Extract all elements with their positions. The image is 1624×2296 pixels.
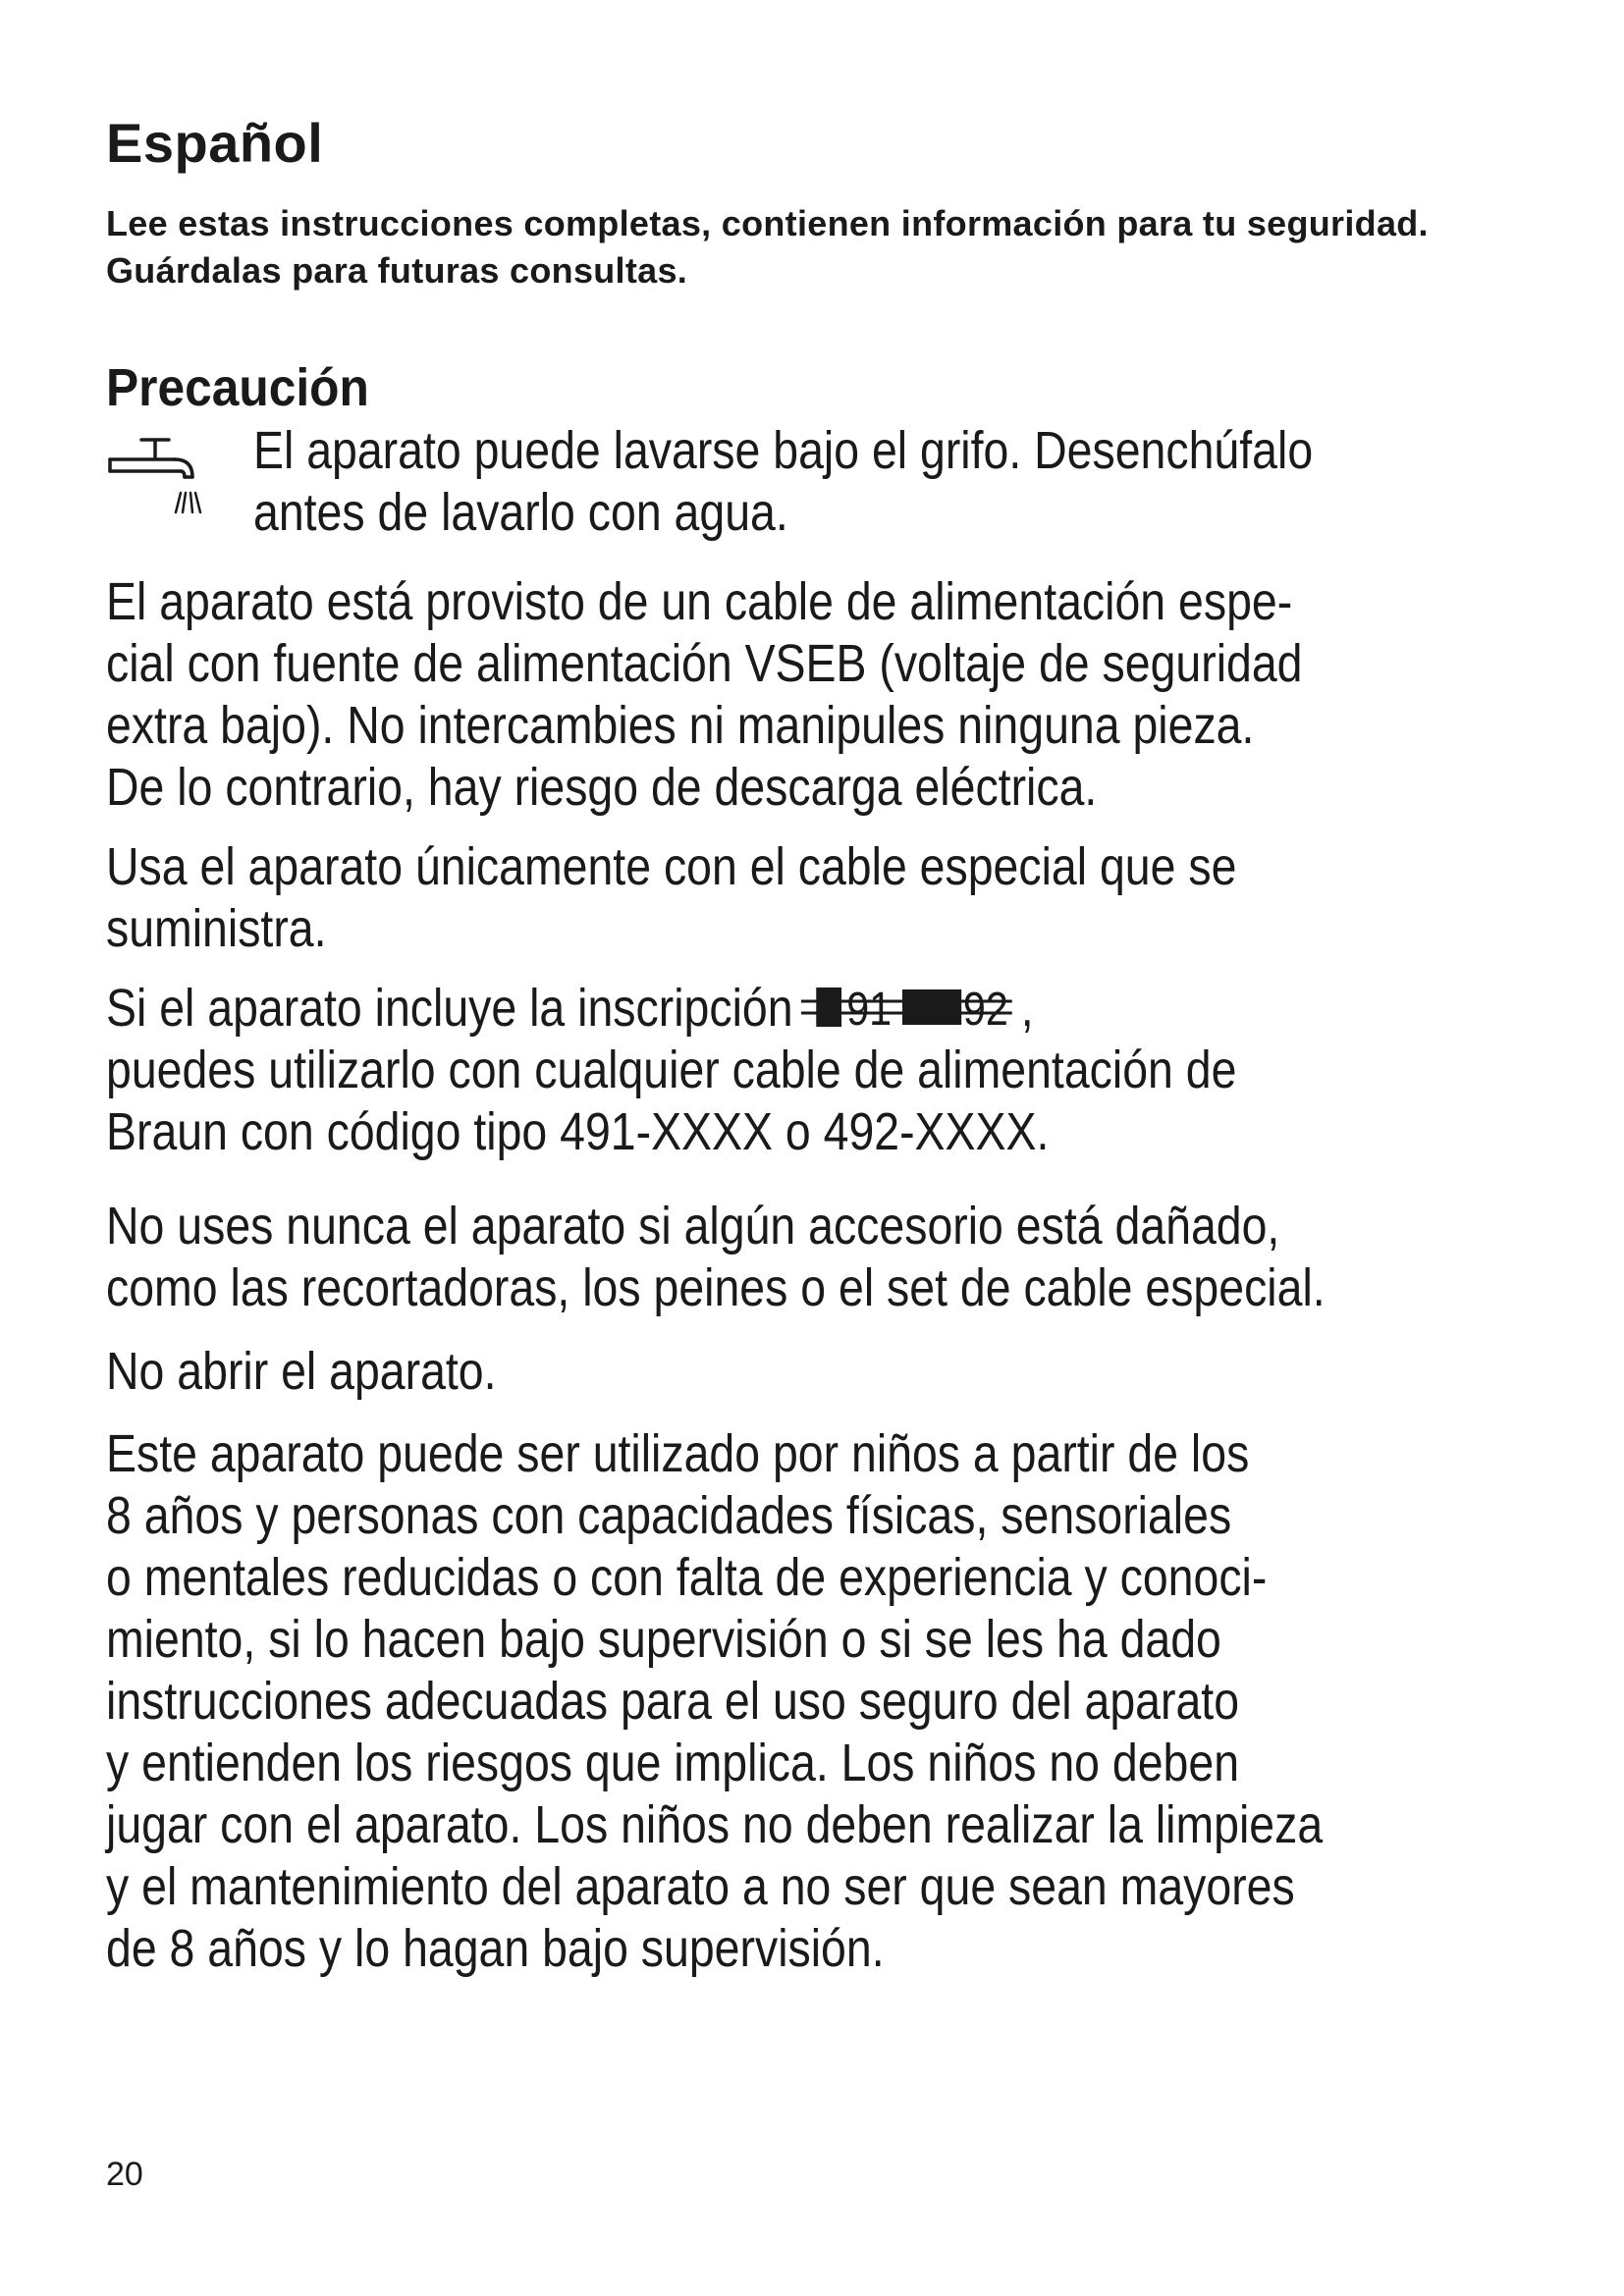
svg-text:92: 92 — [963, 982, 1009, 1035]
inscription-491-492-mark — [801, 980, 1021, 1035]
paragraph-children-usage: Este aparato puede ser utilizado por niños a partir de los 8 años y personas con capacidades físicas, sensoriales o mentales reducidas o con falta de experiencia y conoci- miento, si lo hacen bajo supervisión o si se les ha dado instrucciones adecuadas para el uso seguro del aparato y entienden los riesgos que implica. Los niños no deben jugar con el aparato. Los niños no deben realizar la limpieza y el mantenimiento del aparato a no ser que sean mayores de 8 años y lo hagan bajo supervisión. — [106, 1424, 1324, 1978]
page-number: 20 — [106, 2156, 143, 2193]
section-title: Precaución — [106, 358, 369, 417]
paragraph-power-cable: El aparato está provisto de un cable de alimentación espe- cial con fuente de alimentación VSEB (voltaje de seguridad extra bajo). No intercambies ni manipules ninguna pieza. De lo contrario, hay riesgo de descarga eléctrica. — [106, 572, 1303, 817]
paragraph-inscription — [106, 978, 1624, 1040]
intro-text: Lee estas instrucciones completas, contienen información para tu seguridad. Guárdalas para futuras consultas. — [106, 203, 1429, 291]
inscription-after: , — [1020, 979, 1034, 1038]
paragraph-damaged-accessory: No uses nunca el aparato si algún accesorio está dañado, como las recortadoras, los peines o el set de cable especial. — [106, 1197, 1326, 1317]
language-heading: Español — [106, 112, 324, 174]
paragraph-inscription-text: puedes utilizarlo con cualquier cable de alimentación de Braun con código tipo 491-XXXX o 492-XXXX. — [106, 1041, 1237, 1161]
inscription-intro: Si el aparato incluye la inscripción — [106, 979, 793, 1038]
faucet-water-icon — [106, 432, 224, 530]
faucet-warning-text: El aparato puede lavarse bajo el grifo. Desenchúfalo antes de lavarlo con agua. — [253, 421, 1314, 542]
svg-text:91: 91 — [846, 982, 893, 1035]
paragraph-do-not-open: No abrir el aparato. — [106, 1342, 497, 1401]
paragraph-special-cable: Usa el aparato únicamente con el cable especial que se suministra. — [106, 837, 1237, 958]
